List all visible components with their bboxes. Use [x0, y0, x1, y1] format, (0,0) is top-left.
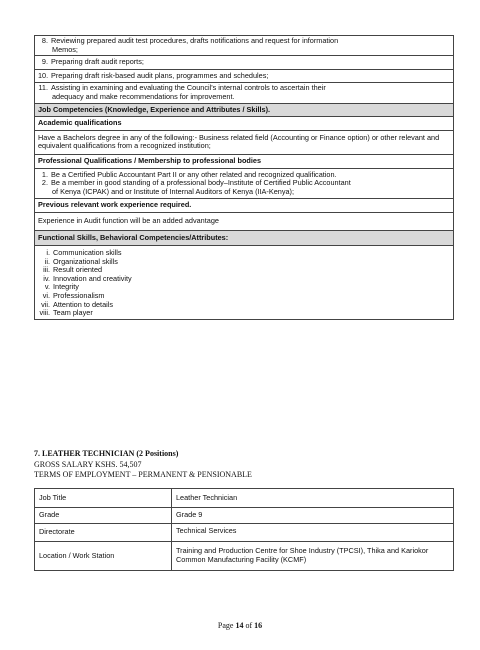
item-text: Innovation and creativity — [53, 273, 132, 283]
page-number: 14 — [235, 621, 244, 630]
field-value: Grade 9 — [172, 508, 454, 524]
duty-text: Preparing draft risk-based audit plans, programmes and schedules; — [51, 70, 269, 80]
field-label: Directorate — [35, 524, 172, 542]
list-item — [38, 179, 450, 196]
functional-list — [35, 246, 454, 320]
position-terms: TERMS OF EMPLOYMENT – PERMANENT & PENSIONABLE — [34, 470, 252, 479]
table-row — [35, 83, 454, 103]
position-details-table — [34, 488, 454, 571]
field-label: Grade — [35, 508, 172, 524]
item-number: iii. — [43, 265, 50, 275]
competencies-heading: Job Competencies (Knowledge, Experience and Attributes / Skills). — [35, 103, 454, 117]
item-number: 2. — [41, 178, 48, 188]
list-item — [38, 275, 450, 284]
field-label: Location / Work Station — [35, 542, 172, 571]
duty-item — [35, 83, 454, 103]
item-text: Attention to details — [53, 299, 114, 309]
professional-heading: Professional Qualifications / Membership to professional bodies — [35, 154, 454, 168]
duty-number: 10. — [38, 70, 49, 80]
duty-item — [35, 36, 454, 56]
position-salary: GROSS SALARY KSHS. 54,507 — [34, 459, 142, 469]
item-text: Team player — [53, 308, 93, 318]
item-number: ii. — [44, 256, 50, 266]
item-text: Integrity — [53, 282, 79, 292]
item-text: Be a Certified Public Accountant Part II or any other related and recognized qualification. — [51, 169, 337, 179]
academic-text: Have a Bachelors degree in any of the following:- Business related field (Accounting or Finance option) or other relevant and equivalent qualifications from a recognized institution; — [35, 130, 454, 154]
table-row — [35, 36, 454, 56]
experience-heading: Previous relevant work experience required. — [35, 199, 454, 213]
page-total: 16 — [254, 621, 263, 630]
page-of: of — [245, 621, 253, 630]
item-text: Organizational skills — [53, 256, 118, 266]
professional-list — [35, 168, 454, 199]
experience-text: Experience in Audit function will be an added advantage — [35, 212, 454, 230]
duty-number: 9. — [41, 57, 48, 67]
table-row — [35, 69, 454, 83]
position-section-header — [34, 449, 252, 481]
table-row — [35, 489, 454, 508]
duty-number: 11. — [38, 83, 48, 93]
functional-heading: Functional Skills, Behavioral Competencies/Attributes: — [35, 230, 454, 246]
item-number: viii. — [39, 308, 50, 318]
table-row — [35, 246, 454, 320]
table-row — [35, 168, 454, 199]
duty-text: Preparing draft audit reports; — [51, 57, 144, 67]
academic-heading: Academic qualifications — [35, 117, 454, 131]
item-number: vi. — [42, 291, 50, 301]
duty-text: Reviewing prepared audit test procedures, drafts notifications and request for information — [51, 36, 339, 45]
list-item — [38, 309, 450, 318]
table-row — [35, 230, 454, 246]
table-row — [35, 130, 454, 154]
item-number: i. — [46, 248, 50, 258]
table-row — [35, 154, 454, 168]
duty-number: 8. — [41, 36, 48, 45]
duty-text-continued: Memos; — [52, 44, 78, 54]
duty-item — [35, 56, 454, 70]
list-item — [38, 301, 450, 310]
job-spec-table — [34, 35, 454, 320]
table-row — [35, 56, 454, 70]
field-value: Technical Services — [172, 524, 454, 542]
table-row — [35, 212, 454, 230]
table-row — [35, 199, 454, 213]
page-label: Page — [217, 621, 234, 630]
duty-text-continued: adequacy and make recommendations for improvement. — [52, 91, 235, 101]
item-text: Be a member in good standing of a professional body–Institute of Certified Public Accountant — [51, 178, 351, 188]
field-value: Leather Technician — [172, 489, 454, 508]
table-row — [35, 524, 454, 542]
field-value: Training and Production Centre for Shoe Industry (TPCSI), Thika and Kariokor Common Manufacturing Facility (KCMF) — [172, 542, 454, 571]
position-title: 7. LEATHER TECHNICIAN (2 Positions) — [34, 449, 179, 458]
item-text: Professionalism — [53, 291, 105, 301]
item-text: Communication skills — [53, 248, 122, 258]
table-row — [35, 117, 454, 131]
table-row — [35, 542, 454, 571]
item-number: iv. — [43, 273, 50, 283]
item-text-continued: of Kenya (ICPAK) and or Institute of Internal Auditors of Kenya (IIA-Kenya); — [52, 186, 295, 196]
duty-item — [35, 69, 454, 83]
field-label: Job Title — [35, 489, 172, 508]
table-row — [35, 103, 454, 117]
item-text: Result oriented — [53, 265, 103, 275]
table-row — [35, 508, 454, 524]
item-number: 1. — [41, 169, 48, 179]
item-number: v. — [44, 282, 50, 292]
page-footer — [0, 621, 480, 630]
item-number: vii. — [41, 299, 50, 309]
duty-text: Assisting in examining and evaluating the Council's internal controls to ascertain their — [51, 83, 326, 93]
